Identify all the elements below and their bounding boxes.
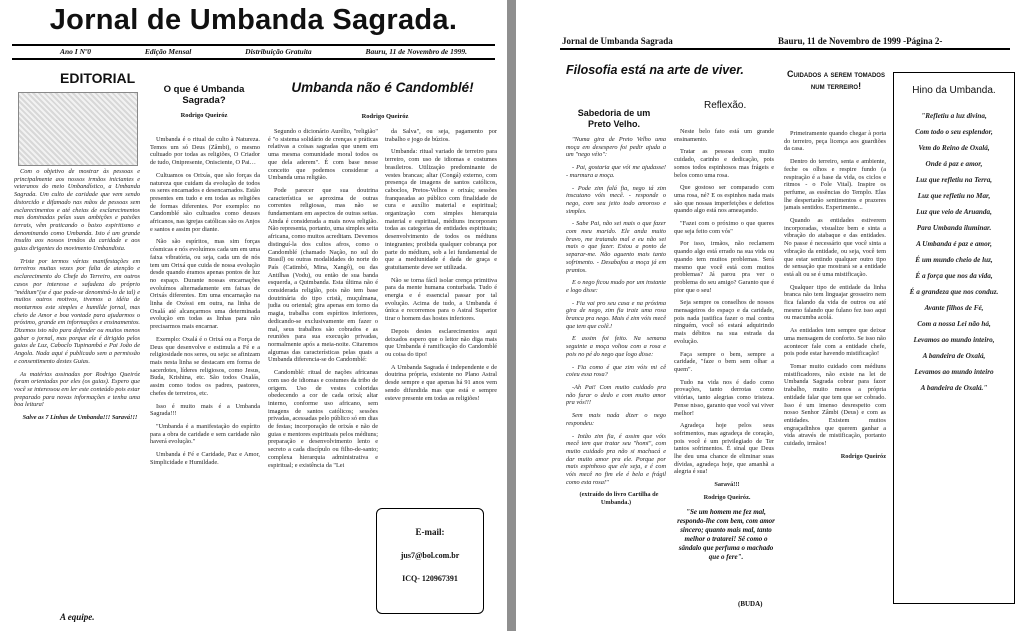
article-paragraph: Sem mais nada dizer o nego respondeu:: [566, 412, 666, 427]
article-paragraph: da Salva", ou seja, pagamento por trabalho e jogo de búzios.: [385, 128, 497, 143]
editorial-signature: A equipe.: [60, 612, 95, 622]
editorial-salute: Salve as 7 Linhas de Umbanda!!! Saravá!!!: [22, 414, 138, 422]
article-paragraph: Não se torna fácil isolar crença primitiva para da mente humana conturbada. Tudo é energia e é essencial passar por tal evolução. Acima de tudo, a Umbanda é única e recorremos para o Astral Superior tirar o homem das hostes inferiores.: [385, 276, 497, 323]
article-paragraph: Não são espíritos, mas sim forças cósmicas e nós evoluímos cada um em uma faixa vibratória, ou seja, cada um de nós tem um Orixá que cuida de nossa evolução desde quando éramos apenas pontos de luz no espaço. Durante nossas encarnações evoluímos alternadamente em faixas de Orixás diferentes. Em uma encarnação na linha de Oxóssi em outra, na linha de Oxalá até alcançarmos uma determinada evolução em todas as linhas para não precisarmos mais encarnar.: [150, 238, 260, 331]
article-paragraph: Tomar muito cuidado com médiuns mistificadores, não existe na lei de Umbanda Sagrada cobrar para fazer trabalho, muito menos a própria entidade falar que tem que ser cobrado. Isso é um imenso desrespeito com nosso Senhor Zâmbi (Deus) e com as entidades. Existem muitos engraçadinhos que querem ganhar a vida através de mistificação, portanto cuidado, irmãos!: [784, 362, 886, 448]
editorial-heading: EDITORIAL: [60, 70, 136, 86]
article-paragraph: Candomblé: ritual de nações africanas com uso de idiomas e costumes da tribo de origem. Uso de vestes coloridas obedecendo a cor de cada orixá; altar interno, conforme uso africano, sem imagens de santos católicos; sessões privadas, acessadas pelo público só em dias de festas; incorporação de orixás e não de guias e mentores espirituais pelos médiuns; preparação e desenvolvimento lento e secreto a cada discípulo ou filho-de-santo; complexa hierarquia administrativa e espiritual; e existência da "Lei: [268, 369, 378, 469]
article-cuidados-body: [784, 130, 886, 600]
article-author: Rodrigo Queiróz.: [703, 493, 751, 501]
article-paragraph: Cultuamos os Orixás, que são forças da natureza que cuidam da evolução de todos os seres encarnados e desencarnados. Estão presentes em tudo e em todas as religiões de formas diferentes. Por exemplo: no Candomblé são cultuados como deuses africanos, nas igrejas católicas são os Anjos e santos e assim por diante.: [150, 171, 260, 233]
page2-header-date: Bauru, 11 de Novembro de 1999 -Página 2-: [778, 36, 943, 46]
hino-line: Luz que veio de Aruanda,: [916, 208, 992, 216]
article-que-e-body: [150, 136, 260, 601]
hino-line: Vem do Reino de Oxalá,: [918, 144, 990, 152]
editorial-illustration: [18, 92, 138, 166]
page2-header-title: Jornal de Umbanda Sagrada: [562, 36, 673, 46]
article-paragraph: Neste belo fato está um grande ensinamento.: [674, 128, 774, 143]
article-paragraph: Umbanda: ritual variado de terreiro para terreiro, com uso de idiomas e costumes brasileiros. Utilização predominante de vestes brancas; altar (Congá) externo, com presença de imagens de santos católicos, caboclos, Pretos-Velhos e orixás; sessões franqueadas ao público com finalidade de cura e auxílio material e espiritual; organização com simples hierarquia material e espiritual, médiuns incorporam todas as categorias de entidades espirituais; desenvolvimento de todos os médiuns integrantes; proibida qualquer cobrança por parte do médium, sob a lei fundamental de que a mediunidade é dada de graça e gratuitamente deve ser utilizada.: [385, 148, 497, 271]
hino-line: Com a nossa Lei não há,: [917, 320, 991, 328]
hino-line: A Umbanda é paz e amor,: [916, 240, 992, 248]
article-paragraph: Depois destes esclarecimentos aqui deixados espero que o leitor não diga mais que Umbanda é ramificação do Candomblé ou coisa do tipo!: [385, 327, 497, 358]
hino-line: Para Umbanda iluminar.: [916, 224, 992, 232]
article-paragraph: - Intão zim fia, é assim que vóis mecê tem que tratar seu "homi", com muito cuidado pra não si machucá e dar muito amor pra ele. Porque por mais espinhoso que ele seja, e é com vóis mecê no fim ele é bela e frágil como esta rosa!": [566, 432, 666, 486]
article-paragraph: Qualquer tipo de entidade da linha branca não tem linguajar grosseiro nem fica falando da vida de outros ou até mesmo falando que fulano fez isso aqui ou macumba acolá.: [784, 283, 886, 322]
issue-info-line: [60, 47, 467, 56]
hino-line: Luz que refletiu no Mar,: [917, 192, 991, 200]
article-paragraph: Agradeça hoje pelos seus sofrimentos, mas agradeça de coração, pois você é um privilegiado de Ter tantos sofrimentos. É sinal que Deus lhe deu uma chance de eliminar suas dívidas, agradeça hoje, que amanhã a alegria é sua!: [674, 422, 774, 476]
issue-number: Ano I Nº0: [60, 47, 92, 56]
hino-lyrics: [894, 112, 1014, 400]
article-paragraph: Tudo na vida nos é dado como provações, tanto derrotas como vitórias, tanto alegrias como tristeza. Pense nisso, garanto que você vai viver melhor!: [674, 378, 774, 417]
article-paragraph: Exemplo: Oxalá é o Orixá ou a Força de Deus que desenvolve e estimula a Fé e a religiosidade nos seres, ou seja: se afinizam mais nesta linha se destacam em forma de sacerdotes, líderes religiosos, como Jesus, Buda, Krishina, etc. São todos Oxalás, assim como todos os padres, pastores, chefes de terreiros, etc.: [150, 335, 260, 397]
contact-box: [376, 508, 484, 614]
hino-line: Levamos ao mundo inteiro: [914, 368, 994, 376]
article-paragraph: Umbanda é o ritual de culto à Natureza. Temos um só Deus (Zâmbi), o mesmo cultuado por todas as religiões, O Criador de tudo, Onipresente, Onisciente, O Pai…: [150, 136, 260, 167]
issue-date: Bauru, 11 de Novembro de 1999.: [365, 47, 467, 56]
masthead-rule-top: [12, 44, 495, 46]
hino-line: É a grandeza que nos conduz.: [909, 288, 999, 296]
article-que-e-author: Rodrigo Queiróz: [180, 112, 228, 119]
article-candomble-author: Rodrigo Queiróz: [361, 113, 409, 120]
article-candomble-col-1: [268, 128, 378, 606]
reflexao-label: Reflexão.: [704, 100, 747, 111]
hino-line: A bandeira de Oxalá,: [922, 352, 986, 360]
article-paragraph: - Fia como é que zim vóis mi cê coieu essa rosa?: [566, 363, 666, 379]
editorial-paragraph: As matérias assinadas por Rodrigo Queiróz foram orientadas por eles (os guias). Espero que você se interessou em ler este conteúdo pois estar preparado para novas informações e tenha uma boa leitura!: [14, 370, 140, 409]
article-que-e-title: O que é Umbanda Sagrada?: [163, 84, 245, 106]
edition-type: Edição Mensal: [144, 47, 192, 56]
article-author: Rodrigo Queiróz: [840, 452, 886, 460]
article-paragraph: Isso é muito mais é a Umbanda Sagrada!!!: [150, 402, 260, 418]
article-filosofia-col-2: [674, 128, 774, 508]
article-paragraph: Faça sempre o bem, sempre a caridade, "faze o bem sem olhar a quem".: [674, 350, 774, 373]
hino-line: Luz que refletiu na Terra,: [915, 176, 993, 184]
article-cuidados-title: Cuidados a serem tomados num terreiro!: [787, 69, 885, 91]
article-paragraph: Pode parecer que sua doutrina característica se aproxima de outras correntes religiosas, mas não se fundamentam em aspectos de outras seitas. Ainda é considerada a mais nova religião. Não representa, portanto, uma simples seita africana, como muitos acreditam. Devemos distinguí-la dos cultos afros, como o Candomblé (chamado Nação, no sul do Brasil) ou outras modalidades do norte do País (Catimbó, Mina, Xangô), ou das Antilhas (Vodu), ou então de sua banda esquerda, a Quimbanda. Esta última não é considerada religião, pois não tem base doutrinária do tipo cristã, muçulmana, judia ou oriental; gira apenas em torno da magia, trabalha com espíritos inferiores, dedicando-se exclusivamente em fazer o mal, seus trabalhos são cobrados e as reuniões para sua execução privadas, normalmente após a meia-noite. Citaremos algumas das características pelas quais a Umbanda diferencia-se do Candomblé:: [268, 186, 378, 364]
hino-line: "Refletiu a luz divina,: [921, 112, 987, 120]
article-paragraph: "Fazei com o próximo o que queres que seja feito com vós": [674, 220, 774, 235]
article-candomble-title: Umbanda não é Candomblé!: [291, 80, 474, 95]
hino-line: Com todo o seu esplendor,: [915, 128, 993, 136]
editorial-paragraph: Com o objetivo de mostrar às pessoas e principalmente aos nossos irmãos iniciantes e veteranos do meio Umbandístico, a Umbanda Sagrada. Um culto de caridade que vem sendo distorcido e difamado nas mãos de pessoas sem esclarecimentos e até cheias de esclarecimentos mas dominadas pelas suas ambições e paixões terrais, vêm praticando o baixo espiritismo e denominando como Umbanda. Isto é um grande insulto aos nossos irmãos da caridade e aos guias dirigentes do movimento Umbandista.: [14, 168, 140, 253]
editorial-paragraph: Triste por termos várias manifestações em terreiros muitas vezes por falta de atenção e esclarecimento do Chefe do Terreiro, em outros casos por interesse e safadeza do próprio "médium"(se é que pode-se denominá-lo de tal) e muitos outros motivos, tivemos a idéia de montarmos este simples e humilde jornal, mas cheio de Amor e boa vontade para ajudarmos o próximo, grande em informações e ensinamentos. Dizemos isto não para defender ou muitos menos gabar o jornal, mas porque ele é dirigido pelos guias de Luz, Caboclo Tupinambá e Pai João de Angola. Nada aqui é publicado sem a permissão e consentimento destes Guias.: [14, 257, 140, 365]
distribution-type: Distribuição Gratuita: [245, 47, 312, 56]
article-paragraph: A Umbanda Sagrada é independente e de doutrina própria, existente no Plano Astral desde sempre e que apenas há 91 anos vem sendo difundida mas que está e sempre esteve presente em todas as religiões!: [385, 363, 497, 402]
article-paragraph: Tratar as pessoas com muito cuidado, carinho e dedicação, pois somos todos espinhosos mas frágeis e belos como uma rosa.: [674, 148, 774, 179]
hino-box: [893, 72, 1015, 604]
article-paragraph: Segundo o dicionário Aurélio, "religião" é "o sistema solidário de crenças e práticas relativas a coisas sagradas que unem em uma mesma comunidade moral todos os que dela aderem". É com base nesse conceito que podemos considerar a Umbanda uma religião.: [268, 128, 378, 182]
article-paragraph: - Fia vai pro seu casa e na próxima gira de nego, zim fia traiz uma rosa branca pra nego. Mais é zim vóis mecê que tem que colê.!: [566, 299, 666, 330]
hino-line: Levamos ao mundo inteiro,: [913, 336, 995, 344]
article-paragraph: Primeiramente quando chegar à porta do terreiro, peça licença aos guardiões da casa.: [784, 130, 886, 153]
contact-email[interactable]: jus7@bol.com.br: [400, 551, 460, 560]
article-paragraph: As entidades tem sempre que deixar uma mensagem de conforto. Se isso não acontecer fale com a entidade chefe, pois pode estar havendo mistificação!: [784, 327, 886, 358]
hino-line: É a força que nos da vida,: [915, 272, 993, 280]
masthead-title: Jornal de Umbanda Sagrada.: [49, 4, 458, 36]
editorial-body: [14, 168, 140, 586]
hino-title: Hino da Umbanda.: [912, 85, 996, 96]
masthead-rule-bottom: [12, 58, 495, 60]
buda-quote: "Se um homem me fez mal, respondo-lhe com bem, com amor sincero; quanto mais mal, tanto melhor o tratarei! Sê como o sândalo que perfuma o machado que o fere".: [677, 508, 775, 561]
article-source: (extraído do livro Cartilha de Umbanda.): [579, 491, 659, 507]
article-paragraph: Seja sempre os conselhos de nossos mensageiros do espaço e da caridade, pois nada justifica fazer o mal contra ninguém, você só estará adquirindo mais débitos na sua estrada da evolução.: [674, 299, 774, 345]
article-paragraph: - Pai, gostaria que vói me ajudasse! - murmura a moça.: [566, 164, 666, 179]
article-paragraph: Dentro do terreiro, senta e ambiente, feche os olhos e respire fundo (a respiração é a base da vida, os ciclos e ritmos - o Fole Vital). Inspire os perfume, as essências do Templo. Elas lhe despertarão sentimentos e prazeres jamais sentidos. Experimente...: [784, 158, 886, 212]
contact-icq: ICQ- 120967391: [402, 574, 458, 583]
article-paragraph: -Ah Pai! Com muito cuidado pra não furar o dedo e com muito amor pra vós!!!: [566, 383, 666, 407]
article-paragraph: - Sabe Pai, não sei mais o que fazer com meu marido. Ele anda muito bravo, me tratando mal e eu não sei mais o que fazer. Estou a ponto de separar-me. Não aguento mais tanto sofrimento. - Desabafou a moça já em prantos.: [566, 220, 666, 274]
article-paragraph: Por isso, irmãos, não reclamem quando algo está errado na sua vida ou quando tem muitos problemas. Será mesmo que você está com muitos problemas? Já parou pra ver o problema do seu amigo? Garanto que é pior que o seu!: [674, 240, 774, 294]
hino-line: Avante filhos de Fé,: [924, 304, 984, 312]
article-candomble-col-2: [385, 128, 497, 500]
article-filosofia-title: Filosofia está na arte de viver.: [566, 63, 744, 77]
article-paragraph: E assim foi feito. Na semana seguinte a moça voltou com a rosa e pois no pé do nego que logo disse:: [566, 335, 666, 358]
contact-email-label: E-mail:: [415, 527, 445, 537]
article-filosofia-subtitle: Sabedoria de um Preto Velho.: [577, 108, 651, 129]
hino-line: A bandeira de Oxalá.": [920, 384, 988, 392]
article-salute: Saravá!!!: [714, 481, 740, 489]
article-paragraph: Quando as entidades estiverem incorporadas, visualize bem e sinta a vibração do atabaque e das entidades. No passe é necessário que você sinta a vibração da entidade, ou seja, você tem que estar sentindo qualquer outro tipo de sensação que mostrará se a entidade está ali ou se é uma mistificação.: [784, 217, 886, 278]
article-filosofia-col-1: [566, 136, 666, 606]
newspaper-page-1: [0, 0, 507, 631]
article-paragraph: "Umbanda é a manifestação do espírito para a obra de caridade e sem caridade não haverá evolução.": [150, 422, 260, 446]
buda-quote-author: (BUDA): [738, 600, 763, 608]
page2-header-rule: [560, 48, 1010, 50]
newspaper-page-2: [516, 0, 1024, 631]
article-paragraph: Umbanda é Fé e Caridade, Paz e Amor, Simplicidade e Humildade.: [150, 451, 260, 466]
hino-line: Onde á paz e amor,: [925, 160, 983, 168]
article-paragraph: Que gostoso ser comparado com uma rosa, né? E os espinhos nada mais são que nossas imperfeições e defeitos quando algo está nos ameaçando.: [674, 184, 774, 215]
article-paragraph: - Pode zim falá fia, nego tá zim inscutano vóis mecê. - responde o nego, com seu jeito todo amoroso e simples.: [566, 184, 666, 215]
article-paragraph: E o nego ficou mudo por um instante e logo disse:: [566, 279, 666, 294]
hino-line: É um mundo cheio de luz,: [915, 256, 993, 264]
article-paragraph: "Numa gira de Preto Velho uma moça em desespero foi pedir ajuda a um "nego véio":: [566, 136, 666, 159]
